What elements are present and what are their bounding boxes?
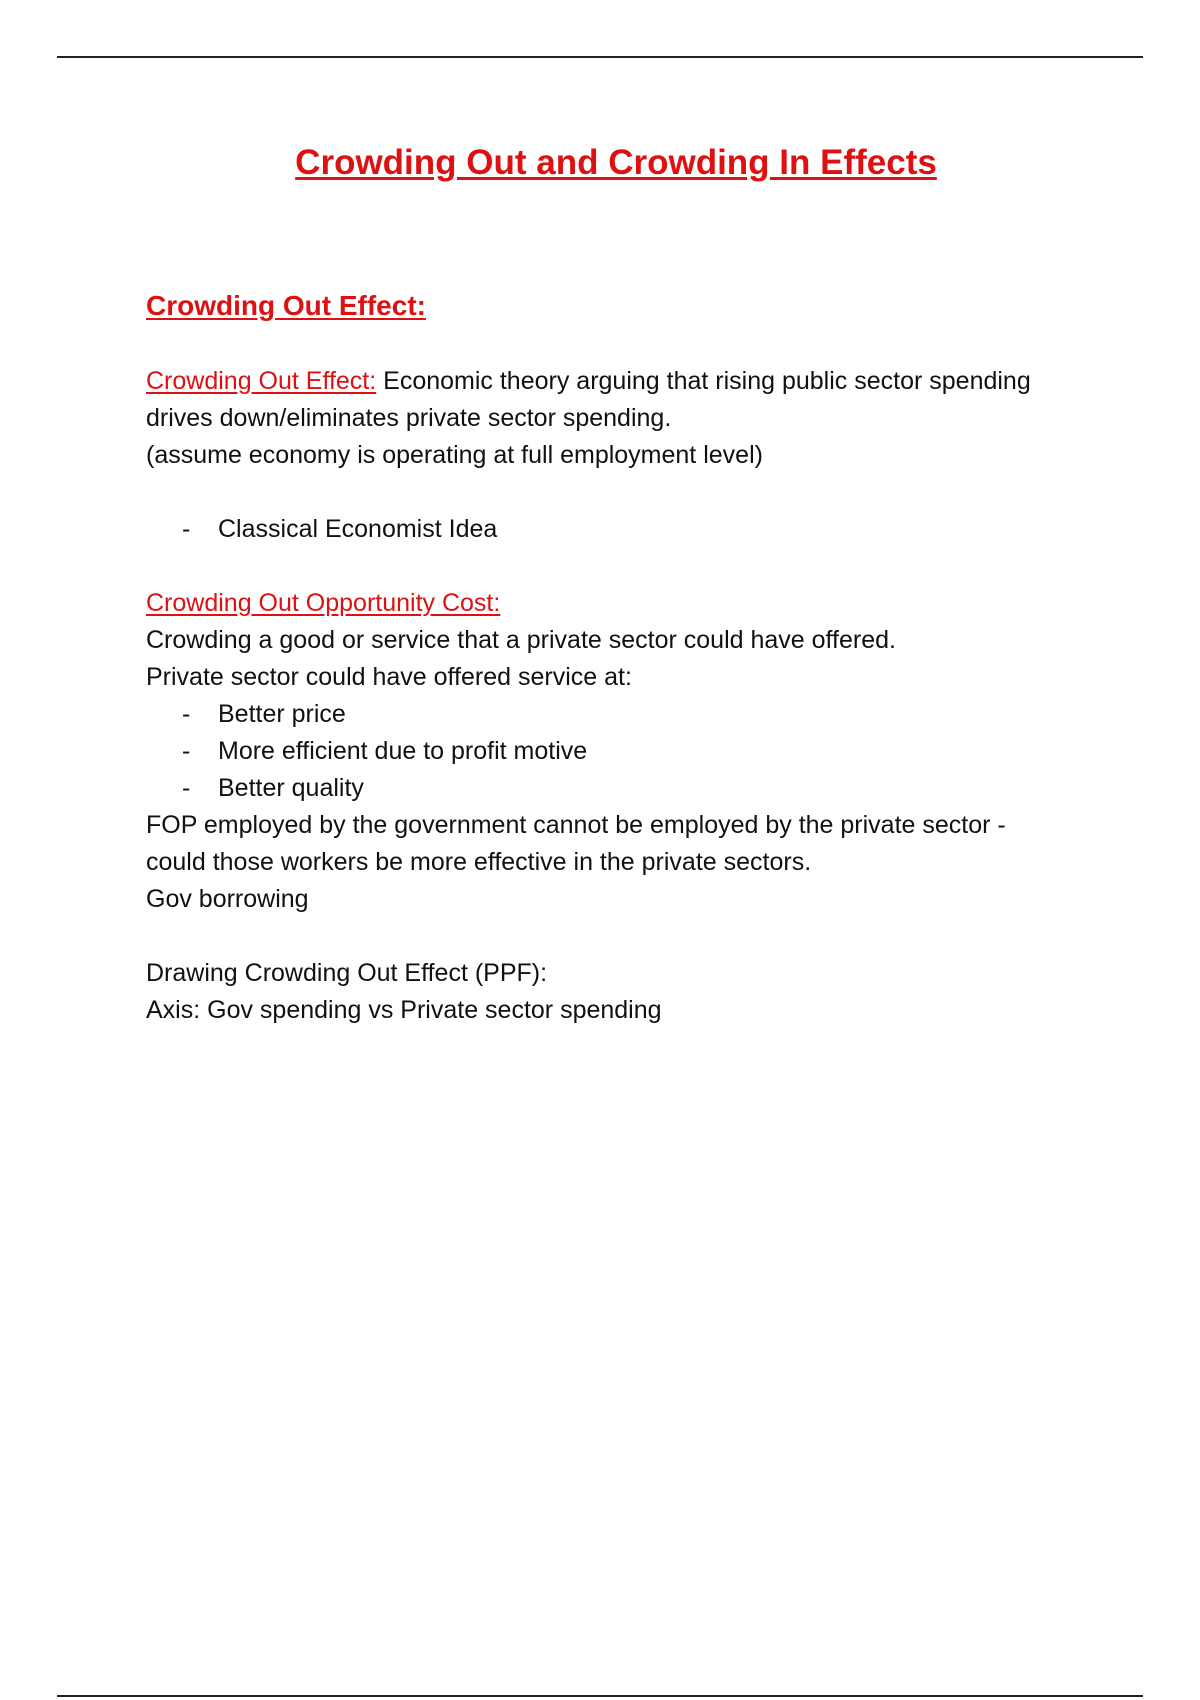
list-item	[146, 733, 1046, 770]
opportunity-cost-term-line	[146, 585, 1046, 622]
drawing-line2: Axis: Gov spending vs Private sector spending	[146, 996, 662, 1024]
definition-note: (assume economy is operating at full employment level)	[146, 441, 763, 469]
opportunity-cost-line2: Private sector could have offered service at:	[146, 663, 632, 691]
definition-term: Crowding Out Effect:	[146, 367, 377, 395]
document-body	[146, 286, 1046, 1029]
definition-text: Economic theory arguing that rising public sector spending drives down/eliminates private sector spending.	[146, 367, 1031, 432]
spacer	[146, 474, 1046, 511]
bullet-list-ideas	[146, 511, 1046, 548]
drawing-line1: Drawing Crowding Out Effect (PPF):	[146, 959, 548, 987]
list-item	[146, 511, 1046, 548]
bullet-dash: -	[182, 737, 191, 765]
fop-paragraph: FOP employed by the government cannot be employed by the private sector - could those workers be more effective in the private sectors.	[146, 811, 1006, 876]
bullet-list-advantages	[146, 696, 1046, 807]
list-item-text: More efficient due to profit motive	[218, 737, 588, 765]
list-item-text: Better price	[218, 700, 346, 728]
spacer	[146, 326, 1046, 363]
document-title: Crowding Out and Crowding In Effects	[295, 143, 937, 182]
bullet-dash: -	[182, 774, 191, 802]
bullet-dash: -	[182, 700, 191, 728]
list-item-text: Better quality	[218, 774, 364, 802]
gov-borrowing-line: Gov borrowing	[146, 885, 309, 913]
spacer	[146, 918, 1046, 955]
definition-paragraph	[146, 363, 1046, 437]
list-item	[146, 770, 1046, 807]
list-item	[146, 696, 1046, 733]
section-heading: Crowding Out Effect:	[146, 290, 426, 321]
opportunity-cost-term: Crowding Out Opportunity Cost:	[146, 589, 501, 617]
list-item-text: Classical Economist Idea	[218, 515, 498, 543]
bullet-dash: -	[182, 515, 191, 543]
spacer	[146, 548, 1046, 585]
bottom-rule	[57, 1695, 1143, 1697]
opportunity-cost-line1: Crowding a good or service that a private sector could have offered.	[146, 626, 896, 654]
top-rule	[57, 56, 1143, 58]
